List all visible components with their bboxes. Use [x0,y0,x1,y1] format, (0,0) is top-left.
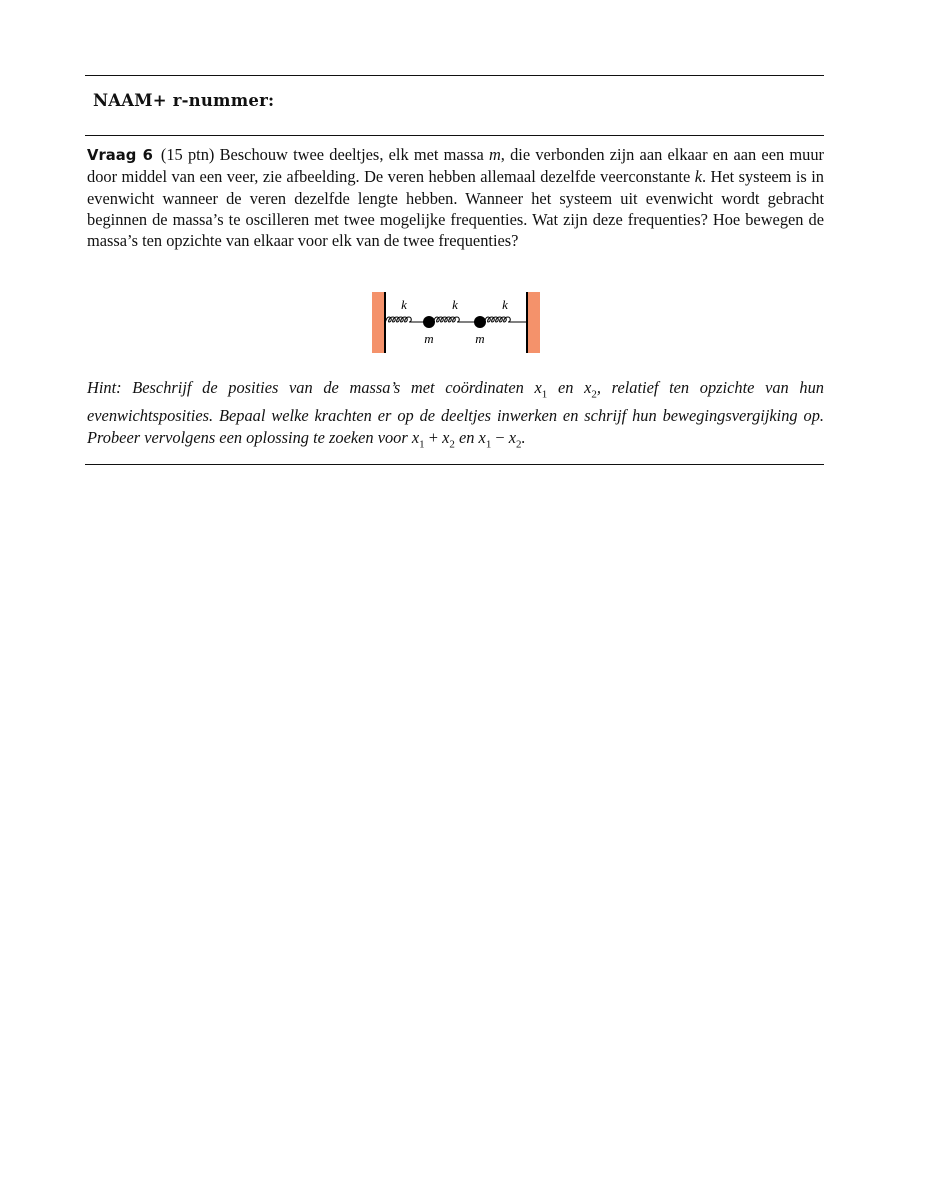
top-rule [85,75,824,76]
spring-mass-figure [372,290,540,356]
spring-middle [433,317,474,322]
mass-left [423,316,435,328]
header-divider [85,135,824,136]
difference-expression: $x_1 - x_2$ [478,428,522,451]
name-field-label: NAAM+ r-nummer: [93,91,275,110]
bottom-rule [85,464,824,465]
hint-text: en [547,378,585,397]
right-wall [527,292,540,353]
spring-label-middle: k [452,297,458,312]
hint-text: Hint: Beschrijf de posities van de massa’s met coördinaten [87,378,535,397]
spring-left [385,317,423,322]
sum-expression: $x_1 + x_2$ [411,428,455,451]
hint-text: en [454,428,479,448]
question-block [87,144,824,251]
question-text: . Het systeem is in evenwicht wanneer de veren dezelfde lengte hebben. Wanneer het systeem uit evenwicht wordt gebracht beginnen de massa’s te oscilleren met twee mogelijke frequenties. Wat zijn deze frequenties? Hoe bewegen de massa’s ten opzichte van elkaar voor elk van de twee frequenties? [87,167,824,251]
coordinate-x1: $x_1$ [534,378,548,401]
question-points: (15 ptn) [160,145,215,164]
hint-text: , relatief ten opzichte van hun evenwichtsposities. Bepaal welke krachten er op de deeltjes inwerken en schrijf hun bewegingsvergijking op. Probeer vervolgens een oplossing te zoeken voor [87,378,825,448]
hint-text: . [521,428,526,448]
question-text: Beschouw twee deeltjes, elk met massa [219,145,489,164]
question-text: , die verbonden zijn aan elkaar en aan een muur door middel van een veer, zie afbeelding. De veren hebben allemaal dezelfde veerconstante [87,145,824,187]
spring-constant-symbol: k [694,167,702,187]
mass-symbol: m [488,145,501,164]
spring-right [484,317,527,322]
coordinate-x2: $x_2$ [584,378,597,401]
mass-right [474,316,486,328]
hint-paragraph [87,377,824,456]
mass-label-left: m [424,331,434,346]
mass-label-right: m [475,331,485,346]
left-wall [372,292,385,353]
spring-label-right: k [502,297,508,312]
question-number: Vraag 6 [87,147,153,164]
spring-label-left: k [401,297,407,312]
